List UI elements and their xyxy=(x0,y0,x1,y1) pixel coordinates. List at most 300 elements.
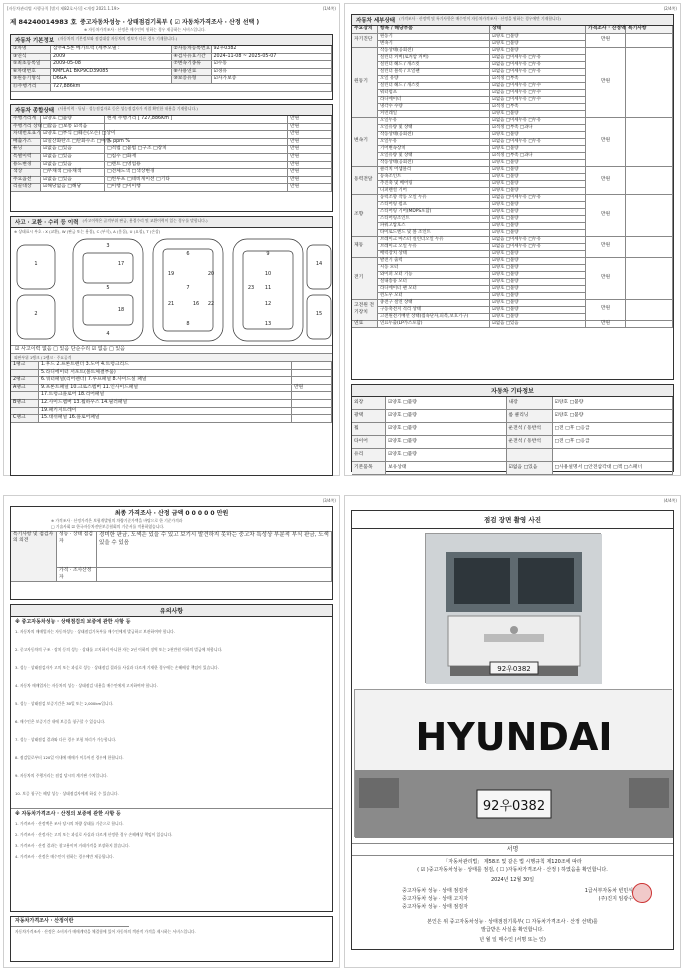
detail-status: ☑양호 □불량 xyxy=(490,265,586,272)
section-note: (자동차의 기본정보와 점검대상 자동차의 정보가 다른 경우 기재합니다.) xyxy=(58,36,178,41)
status-item-value xyxy=(105,124,288,132)
field-label: ⑩보증유형 xyxy=(172,76,212,84)
detail-status: ☑없음 □미세누유 □누유 xyxy=(490,118,586,125)
field-value: 2009-05-08 xyxy=(51,61,172,69)
signer-name: (주)진지 임광수 xyxy=(598,896,633,902)
detail-item: 라디에이터 xyxy=(378,97,490,104)
section-title: 자동차 세부상태 xyxy=(356,18,396,24)
other-value: □전 □후 □응급 xyxy=(553,436,674,449)
detail-status: ☑양호 □불량 xyxy=(490,230,586,237)
signer-role: 중고자동차 성능 · 상태 점검자 xyxy=(402,888,468,894)
status-item-label: 주요옵션 xyxy=(11,177,41,185)
status-item-value: 현재 주행거리 [ 727,886Km ] xyxy=(105,116,288,124)
closing-statement: 본인은 위 중고자동차성능 · 상태점검기록부( ☐ 자동차가격조사 · 산정 선택)를 xyxy=(427,919,598,925)
panel-parts: 6.쿼터패널(리어펜더) 7.루프패널 8.사이드실 패널 xyxy=(39,377,292,385)
detail-status: ☑적정 □부족 □과다 xyxy=(490,125,586,132)
notice-line: 3. 성능 · 상태점검자가 고의 또는 과실로 성능 · 상태점검 결과를 사실과 다르게 기재한 경우에는 손해배상 책임이 있습니다. xyxy=(15,665,219,670)
diagram-part-number: 18 xyxy=(117,307,125,313)
detail-item: 워터펌프 xyxy=(378,90,490,97)
detail-item: 실린더 블록 / 오일팬 xyxy=(378,69,490,76)
front-plate-text: 92우0382 xyxy=(496,665,531,673)
field-label: ①차명 xyxy=(11,46,51,54)
panel-parts: 9.프론트패널 10.크로스멤버 11.인사이드패널 xyxy=(39,385,292,393)
field-value: 92우0382 xyxy=(212,46,333,54)
detail-status: ☑없음 □미세누유 □누유 xyxy=(490,195,586,202)
column-header: 가격조사 · 산정액 xyxy=(586,26,626,34)
other-label: 유리 xyxy=(352,449,386,462)
detail-status-section xyxy=(351,14,674,380)
field-value: 삼무4.5톤 메가트럭 (세부모델 : xyxy=(51,46,172,54)
buyer-signature-line: 년 월 일 매수인 (서명 또는 인) xyxy=(479,937,546,943)
panel-price xyxy=(292,415,332,423)
accident-yes-no: ☑ 사고이력 없음 □ 있음 단순수리 ☑ 없음 □ 있음 xyxy=(11,345,332,354)
section-title: 자동차 종합상태 xyxy=(15,108,55,114)
detail-item: 구동축전지 격리 상태 xyxy=(378,307,490,314)
overall-status-section xyxy=(10,104,333,212)
detail-price: 만원 xyxy=(586,195,626,237)
other-label: 운전석 / 동반석 xyxy=(507,423,553,436)
diagram-part-number: 5 xyxy=(106,285,110,291)
detail-item: 발전기 출력 xyxy=(378,258,490,265)
group-name: 연료 xyxy=(352,321,378,329)
detail-status: ☑양호 □불량 xyxy=(490,286,586,293)
status-item-value: 만원 xyxy=(288,154,332,162)
status-item-value: ☑양호 □부식 □훼손(오손) □상이 xyxy=(41,131,105,139)
detail-item: 스티어링 기어(MDPS포함) xyxy=(378,209,490,216)
detail-status: ☑양호 □불량 xyxy=(490,272,586,279)
group-name: 전기 xyxy=(352,258,378,300)
detail-item: 작동상태(공회전) xyxy=(378,48,490,55)
car-diagram xyxy=(11,235,334,345)
field-value: ☑경유 xyxy=(212,69,333,77)
detail-group xyxy=(352,258,673,300)
field-label: ④검사유효기간 xyxy=(172,54,212,62)
panel-rank xyxy=(11,392,39,400)
detail-group xyxy=(352,237,673,258)
detail-price: 만원 xyxy=(586,118,626,167)
detail-item: 클러치 어셈블리 xyxy=(378,167,490,174)
detail-item: 오일누유 xyxy=(378,139,490,146)
detail-group xyxy=(352,118,673,167)
detail-status: ☑양호 □불량 xyxy=(490,202,586,209)
inspection-photo-rear xyxy=(354,689,672,837)
other-value: ☑양호 □불량 xyxy=(553,397,674,410)
diagram-part-number: 22 xyxy=(207,301,215,307)
detail-group xyxy=(352,195,673,237)
diagram-part-number: 9 xyxy=(266,251,270,257)
signer-row xyxy=(402,903,663,911)
appraiser-label: 가격 · 조사산정자 xyxy=(57,568,97,582)
detail-item: 냉각수 수량 xyxy=(378,104,490,111)
other-label: 외장 xyxy=(352,397,386,410)
status-item-value: 만원 xyxy=(288,139,332,147)
detail-group xyxy=(352,300,673,321)
detail-remark xyxy=(626,237,673,258)
detail-status: ☑없음 □미세누유 □누유 xyxy=(490,69,586,76)
detail-status: ☑없음 □미세누유 □누유 xyxy=(490,139,586,146)
field-value: D6GA xyxy=(51,76,172,84)
field-value: ☑자가보증 xyxy=(212,76,333,84)
status-legend: ※ 상태표시 부호 : X (교환), W (판금 또는 용접), C (부식), A (흠집), U (요철), T (손상) xyxy=(14,229,161,234)
panel-rank: C랭크 xyxy=(11,415,39,423)
status-item-value: □침수 □화재 xyxy=(105,154,288,162)
diagram-part-number: 13 xyxy=(264,321,272,327)
form-reference: [자동차관리법 시행규칙 [별지 제82호서식] <개정 2021.1.19> xyxy=(7,6,120,11)
other-label: 휠 xyxy=(352,423,386,436)
detail-status: ☑양호 □불량 xyxy=(490,167,586,174)
diagram-part-number: 19 xyxy=(167,271,175,277)
detail-status: ☑양호 □불량 xyxy=(490,160,586,167)
other-label: 광택 xyxy=(352,410,386,423)
page-number: (1/4쪽) xyxy=(322,6,336,11)
panel-price xyxy=(292,370,332,378)
detail-price: 만원 xyxy=(586,34,626,48)
column-header: 항목 / 해당부품 xyxy=(378,26,490,34)
detail-status: ☑적정 □부족 xyxy=(490,104,586,111)
diagram-part-number: 16 xyxy=(192,301,200,307)
field-value: 2009 xyxy=(51,54,172,62)
detail-item: 브레이크 오일 누유 xyxy=(378,244,490,251)
status-item-label: 차대번호표기 xyxy=(11,131,41,139)
notice-line: 2. 가격조사 · 산정자는 고의 또는 과실로 사실과 다르게 산정한 경우 손해배상 책임이 있습니다. xyxy=(15,832,173,837)
detail-status: ☑양호 □불량 xyxy=(490,293,586,300)
page-number: (2/4쪽) xyxy=(663,6,677,11)
law-statement: 「자동차관리법」 제58조 및 같은 법 시행규칙 제120조에 따라 xyxy=(443,859,582,865)
status-item-value xyxy=(105,131,288,139)
special-notes-text: 경미한 판금, 도색은 있을 수 있고 보기시 발견하지 못하는 중고차 특성상 부분적 부식 판금, 도색 있을 수 있음 xyxy=(97,532,332,568)
notice-line: 1. 가격조사 · 산정액은 조사 당시의 차량 상태를 기준으로 합니다. xyxy=(15,821,124,826)
detail-status: ☑없음 □있음 xyxy=(490,321,586,329)
panel-price xyxy=(292,392,332,400)
group-name: 자기진단 xyxy=(352,34,378,48)
field-value: 2024-11-08 ~ 2025-05-07 xyxy=(212,54,333,62)
detail-item: 윈도우 모터 xyxy=(378,293,490,300)
mileage-label: ⑪주행거리 xyxy=(11,84,51,92)
detail-item: 라디에이터 팬 모터 xyxy=(378,286,490,293)
section-note: (가격조사 · 산정액 및 특기사항은 매수인이 자동차가격조사 · 산정을 원하는 경우에만 기재합니다) xyxy=(399,16,561,21)
inspector-label: 성능 · 상태 점검자 xyxy=(57,532,97,568)
diagram-part-number: 4 xyxy=(106,331,110,337)
notice-line: 7. 성능 · 상태점검 결과와 다른 경우 보험 처리가 가능합니다. xyxy=(15,737,117,742)
panel-price xyxy=(292,400,332,408)
status-item-value: % ppm % xyxy=(105,139,288,147)
page-header xyxy=(345,496,680,504)
final-price-section xyxy=(10,506,333,600)
status-item-value: ☑없음 □있음 xyxy=(41,146,105,154)
diagram-part-number: 1 xyxy=(34,261,38,267)
basic-info-section xyxy=(10,34,333,100)
column-header: 상태 xyxy=(490,26,586,34)
panel-parts: 15.대쉬패널 16.플로어패널 xyxy=(39,415,292,423)
detail-price: 만원 xyxy=(586,258,626,300)
status-item-value: 만원 xyxy=(288,184,332,192)
appraiser-notes xyxy=(97,568,332,582)
status-item-value: □이행 □미이행 xyxy=(105,184,288,192)
doc-number: 제 84240014983 호 xyxy=(10,17,77,26)
section-title: 자동차 기본정보 xyxy=(15,38,55,44)
signer-role: 중고자동차 성능 · 상태 점검자 xyxy=(402,904,468,910)
signer-row xyxy=(402,887,663,895)
detail-status: ☑양호 □불량 xyxy=(490,307,586,314)
status-item-value: 만원 xyxy=(288,131,332,139)
status-item-label: 용도변경 xyxy=(11,162,41,170)
detail-status: ☑양호 □불량 xyxy=(490,216,586,223)
signer-row xyxy=(402,895,663,903)
notice-heading-2: ※ 자동차가격조사 · 산정의 보증에 관한 사항 등 xyxy=(11,808,332,820)
group-name: 원동기 xyxy=(352,48,378,118)
diagram-part-number: 21 xyxy=(167,301,175,307)
notice-line: 8. 점검일로부터 120일 이내에 매매가 이루어진 경우에 한합니다. xyxy=(15,755,124,760)
other-value: 보유상태 xyxy=(386,462,507,475)
inspection-date: 2024년 12월 30일 xyxy=(490,877,535,883)
diagram-part-number: 17 xyxy=(117,261,125,267)
detail-item: 기어변속장치 xyxy=(378,146,490,153)
detail-status: ☑양호 □불량 xyxy=(490,181,586,188)
panel-price xyxy=(292,408,332,416)
detail-remark xyxy=(626,167,673,195)
detail-item: 실린더 커버(로커암 커버) xyxy=(378,55,490,62)
other-label: 운전석 / 동반석 xyxy=(507,436,553,449)
status-item-value: □렌트 □영업용 xyxy=(105,162,288,170)
detail-item: 스티어링 펌프 xyxy=(378,202,490,209)
status-item-value: ☑일산화탄소 □탄화수소 □매연 xyxy=(41,139,105,147)
special-notes-label: 특기사항 및 점검자의 의견 xyxy=(11,532,57,582)
status-item-label: 색상 xyxy=(11,169,41,177)
inspection-photo-front xyxy=(425,533,601,683)
notice-section xyxy=(10,604,333,912)
detail-remark xyxy=(626,48,673,118)
detail-item: 커먼레일 xyxy=(378,111,490,118)
status-item-value: ☑없음 □있음 xyxy=(41,162,105,170)
other-value: ☑양호 □불량 xyxy=(553,410,674,423)
panel-rank: A랭크 xyxy=(11,385,39,393)
detail-status: ☑없음 □미세누유 □누수 xyxy=(490,90,586,97)
notice-line: 4. 가격조사 · 산정은 매수인이 원하는 경우에만 제공됩니다. xyxy=(15,854,114,859)
detail-status: ☑없음 □미세누유 □누유 xyxy=(490,62,586,69)
field-label: ⑦변속기종류 xyxy=(172,61,212,69)
diagram-part-number: 11 xyxy=(264,285,272,291)
law-statement-2: ( ☑ )중고자동차성능 · 상태를 점검, ( ☐ )자동차가격조사 · 산정 ) 하였음을 확인합니다. xyxy=(417,867,608,873)
detail-remark xyxy=(626,321,673,329)
detail-price: 만원 xyxy=(586,321,626,329)
signature-label: 서명 xyxy=(352,843,673,856)
notice-heading: ※ 중고자동차성능 · 상태점검의 보증에 관한 사항 등 xyxy=(15,619,131,625)
detail-item: 고전원전기배선 상태(접속단자,피복,보호기구) xyxy=(378,314,490,321)
section-note: (사고이력은 골격부위 판금, 용접수리 및 교환이력이 있는 경우를 말합니다.) xyxy=(82,218,208,223)
page-2 xyxy=(344,3,681,476)
status-item-value: □적법 □불법 □구조 □장치 xyxy=(105,146,288,154)
detail-status: ☑적정 □부족 □과다 xyxy=(490,153,586,160)
other-value: ☑양호 □불량 xyxy=(386,423,507,436)
diagram-part-number: 12 xyxy=(264,301,272,307)
other-label: 내장 xyxy=(507,397,553,410)
panel-price: 만원 xyxy=(292,385,332,393)
notice-line: 6. 매수인은 보증기간 내에 보증을 청구할 수 있습니다. xyxy=(15,719,106,724)
status-item-value: 만원 xyxy=(288,124,332,132)
final-price-note: ※ 가격조사 · 산정가격은 보험개발원의 차량기준가액을 바탕으로 한 기준가격과 xyxy=(51,518,183,523)
detail-remark xyxy=(626,34,673,48)
diagram-part-number: 8 xyxy=(186,321,190,327)
detail-status: ☑양호 □불량 xyxy=(490,48,586,55)
diagram-part-number: 15 xyxy=(315,311,323,317)
diagram-part-number: 3 xyxy=(106,243,110,249)
detail-status: ☑양호 □불량 xyxy=(490,251,586,258)
diagram-part-number: 14 xyxy=(315,261,323,267)
status-item-value: 만원 xyxy=(288,162,332,170)
rear-plate-text: 92우0382 xyxy=(482,799,545,814)
page-4 xyxy=(344,495,681,968)
page-number: (3/4쪽) xyxy=(322,498,336,503)
footer-box-text: 자동차가격조사 · 산정은 소비자가 매매계약을 체결함에 있어 자동차의 객관적 가격을 제시하는 서비스입니다. xyxy=(15,929,196,934)
doc-subtitle: ※ 자동차가격조사 · 산정은 매수인이 원하는 경우 제공하는 서비스입니다. xyxy=(84,27,206,32)
group-name: 제동 xyxy=(352,237,378,258)
final-price-note-2: □ 기술사회 ☑ 한국자동차진단보증협회의 기준서를 적용하였습니다. xyxy=(51,524,165,529)
notice-line: 5. 성능 · 상태점검 보증기간은 30일 또는 2,000km입니다. xyxy=(15,701,114,706)
signer-name: 1급서부자동차 빈민식 xyxy=(584,888,633,894)
status-item-label: 튜닝 xyxy=(11,146,41,154)
detail-status: ☑양호 □불량 xyxy=(490,146,586,153)
status-item-value: ☑양호 □불량 xyxy=(41,116,105,124)
closing-statement-2: 발급받은 사실을 확인합니다. xyxy=(481,927,544,933)
panel-price xyxy=(292,362,332,370)
detail-remark xyxy=(626,258,673,300)
detail-item: 오일유량 및 상태 xyxy=(378,125,490,132)
detail-item: 타이로드엔드 및 볼 조인트 xyxy=(378,230,490,237)
other-value xyxy=(553,449,674,462)
detail-item: 작동상태(공회전) xyxy=(378,132,490,139)
page-header xyxy=(345,4,680,12)
panel-rank: B랭크 xyxy=(11,400,39,408)
footer-info-box xyxy=(10,916,333,962)
notice-line: 9. 자동차의 주행거리는 점검 당시의 계기판 수치입니다. xyxy=(15,773,108,778)
detail-item: 변속기 xyxy=(378,41,490,48)
notice-line: 10. 보증 청구는 해당 성능 · 상태점검자에게 하실 수 있습니다. xyxy=(15,791,119,796)
official-seal xyxy=(632,883,652,903)
detail-status: ☑없음 □미세누유 □누수 xyxy=(490,97,586,104)
detail-group xyxy=(352,34,673,48)
detail-group xyxy=(352,321,673,329)
page-header xyxy=(4,4,339,12)
detail-status: ☑양호 □불량 xyxy=(490,209,586,216)
status-item-label: 배출가스 xyxy=(11,139,41,147)
section-title: 점검 장면 촬영 사진 xyxy=(352,511,673,529)
status-item-value: ☑없음 □있음 xyxy=(41,154,105,162)
status-item-label: 주행거리 상태 xyxy=(11,124,41,132)
column-header: 특기사항 xyxy=(626,26,673,34)
other-label xyxy=(507,449,553,462)
status-item-value: 만원 xyxy=(288,177,332,185)
outer-panel-title: 외판부위 1랭크 / 2랭크 · 주요골격 xyxy=(11,354,332,362)
notice-line: 4. 자동차 매매업자는 자동차의 성능 · 상태점검 내용을 매수인에게 고지하여야 합니다. xyxy=(15,683,158,688)
panel-parts: 19.패키지트레이 xyxy=(39,408,292,416)
panel-parts: 17.트렁크플로어 18.리어패널 xyxy=(39,392,292,400)
footer-box-title: 자동차가격조사 · 산정이란 xyxy=(11,917,129,927)
detail-price: 만원 xyxy=(586,48,626,118)
detail-status: ☑없음 □미세누유 □누유 xyxy=(490,237,586,244)
detail-item: 디퍼렌셜 기어 xyxy=(378,188,490,195)
field-label: ⑨원동기형식 xyxy=(11,76,51,84)
page-3 xyxy=(3,495,340,968)
field-label: ③연식 xyxy=(11,54,51,62)
other-value: ☑양호 □불량 xyxy=(386,397,507,410)
detail-item: 실린더 헤드 / 개스킷 xyxy=(378,83,490,90)
rear-brand-text: HYUNDAI xyxy=(414,715,613,759)
status-item-value: 만원 xyxy=(288,116,332,124)
detail-status: ☑양호 □불량 xyxy=(490,279,586,286)
status-item-label: 주행거리계 xyxy=(11,116,41,124)
detail-item: 실린더 헤드 / 개스킷 xyxy=(378,62,490,69)
detail-status: ☑없음 □미세누유 □누유 xyxy=(490,55,586,62)
section-note: (사용이력 · 튜닝 · 성능점검자료 등은 성능점검자가 직접 확인한 내용을 기재합니다.) xyxy=(58,106,198,111)
status-item-value: □전체도색 □색상변경 xyxy=(105,169,288,177)
detail-price: 만원 xyxy=(586,300,626,321)
detail-item: 등속조인트 xyxy=(378,174,490,181)
detail-item: 시동 모터 xyxy=(378,265,490,272)
detail-price: 만원 xyxy=(586,237,626,258)
diagram-part-number: 10 xyxy=(264,271,272,277)
detail-status: ☑양호 □불량 xyxy=(490,41,586,48)
status-item-value: 만원 xyxy=(288,169,332,177)
detail-item: 연료누출(LP가스포함) xyxy=(378,321,490,329)
detail-item: 오일 유량 xyxy=(378,76,490,83)
detail-item: 실내송풍 모터 xyxy=(378,279,490,286)
panel-parts: 1.후드 2.프론트펜더 3.도어 4.트렁크리드 xyxy=(39,362,292,370)
panel-rank: 1랭크 xyxy=(11,362,39,370)
status-item-label: 리콜대상 xyxy=(11,184,41,192)
diagram-part-number: 7 xyxy=(186,285,190,291)
group-name: 조향 xyxy=(352,195,378,237)
detail-item: 와이퍼 모터 기능 xyxy=(378,272,490,279)
group-name: 동력전달 xyxy=(352,167,378,195)
detail-status: ☑양호 □불량 xyxy=(490,174,586,181)
detail-status: ☑양호 □불량 xyxy=(490,188,586,195)
other-info-section xyxy=(351,384,674,472)
other-value: ☑양호 □불량 xyxy=(386,449,507,462)
section-title: 유의사항 xyxy=(11,605,332,617)
other-label: 기본품목 xyxy=(352,462,386,475)
detail-item: 브레이크 마스터 실린더오일 누유 xyxy=(378,237,490,244)
notice-line: 3. 가격조사 · 산정 결과는 참고용이며 거래가격을 보장하지 않습니다. xyxy=(15,843,130,848)
group-name: 변속기 xyxy=(352,118,378,167)
detail-item: 작동상태(공회전) xyxy=(378,160,490,167)
photo-section xyxy=(351,510,674,950)
field-label: ⑧사용연료 xyxy=(172,69,212,77)
detail-remark xyxy=(626,118,673,167)
detail-status: ☑없음 □미세누유 □누수 xyxy=(490,83,586,90)
field-value: KMFLA1 BKP9CD39085 xyxy=(51,69,172,77)
signer-role: 중고자동차 성능 · 상태 고지자 xyxy=(402,896,468,902)
panel-parts: 5.라디에이터 서포트(볼트체결부품) xyxy=(39,370,292,378)
diagram-part-number: 23 xyxy=(247,285,255,291)
diagram-part-number: 20 xyxy=(207,271,215,277)
detail-remark xyxy=(626,195,673,237)
field-value: ☑수동 xyxy=(212,61,333,69)
notice-line: 1. 자동차의 매매업자는 자동차성능 · 상태점검기록부를 매수인에게 발급하고 보관하여야 합니다. xyxy=(15,629,175,634)
other-label: 타이어 xyxy=(352,436,386,449)
notice-line: 2. 중고자동차의 구조 · 장치 등의 성능 · 상태를 고지하지 아니한 자는 2년 이하의 징역 또는 2천만원 이하의 벌금에 처합니다. xyxy=(15,647,223,652)
diagram-part-number: 6 xyxy=(186,251,190,257)
detail-item: 오일유량 및 상태 xyxy=(378,153,490,160)
detail-price: 만원 xyxy=(586,167,626,195)
status-item-value: □썬루프 □네비게이션 □기타 xyxy=(105,177,288,185)
page-1 xyxy=(3,3,340,476)
detail-status: ☑양호 □불량 xyxy=(490,258,586,265)
detail-status: ☑양호 □불량 xyxy=(490,223,586,230)
page-header xyxy=(4,496,339,504)
status-item-label: 특별이력 xyxy=(11,154,41,162)
detail-item: 오일누유 xyxy=(378,118,490,125)
detail-group xyxy=(352,48,673,118)
